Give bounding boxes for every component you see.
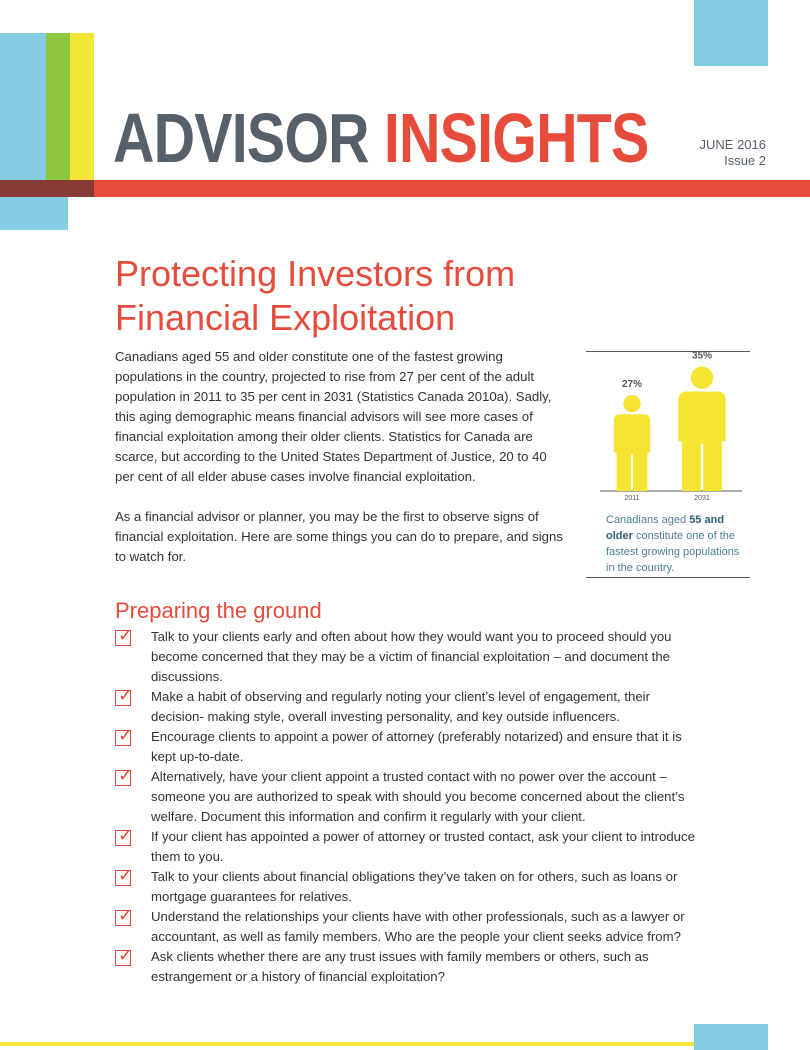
checklist-item-text: Make a habit of observing and regularly noting your client’s level of engagement, their decision- making style, overall investing personality, and key outside influencers. (151, 689, 650, 724)
checkbox-icon: ✓ (115, 770, 131, 786)
checklist (115, 627, 705, 987)
checklist-item-text: Alternatively, have your client appoint a trusted contact with no power over the account – someone you are authorized to speak with should you become concerned about the client’s welfare. Document this information and confirm it regularly with your client. (151, 769, 685, 824)
checklist-item (115, 827, 705, 867)
footer-yellow-stripe (0, 1042, 694, 1046)
header-red-bar-overlap (0, 180, 94, 197)
chart-category-label: 2011 (624, 495, 640, 502)
decorative-blue-footer-block (694, 1024, 768, 1050)
issue-number: Issue 2 (724, 153, 766, 168)
checklist-item (115, 627, 705, 687)
checklist-item-text: Understand the relationships your clients have with other professionals, such as a lawyer or accountant, as well as family members. Who are the people your client seeks advice from? (151, 909, 685, 944)
caption-pre: Canadians aged (606, 514, 690, 526)
checklist-item-text: If your client has appointed a power of attorney or trusted contact, ask your client to introduce them to you. (151, 829, 695, 864)
issue-date: JUNE 2016 (699, 137, 766, 152)
article-title-line1: Protecting Investors from (115, 253, 516, 294)
chart-category-label: 2031 (694, 495, 710, 502)
checkbox-icon: ✓ (115, 870, 131, 886)
decorative-green-stripe (46, 33, 70, 183)
masthead (113, 98, 648, 178)
intro-paragraph: As a financial advisor or planner, you may be the first to observe signs of financial exploitation. Here are some things you can do to prepare, and signs to watch for. (115, 509, 563, 564)
population-chart (586, 351, 750, 511)
checklist-item (115, 907, 705, 947)
chart-value-label: 27% (621, 379, 643, 390)
sidebar-caption (606, 512, 746, 576)
caption-post: constitute one of the fastest growing populations in the country. (606, 530, 740, 574)
checklist-item (115, 727, 705, 767)
header-red-bar (0, 180, 810, 197)
checklist-item (115, 867, 705, 907)
checklist-item (115, 947, 705, 987)
checkbox-icon: ✓ (115, 730, 131, 746)
section-title: Preparing the ground (115, 598, 322, 623)
sidebar-bottom-rule (586, 577, 750, 578)
checklist-item-text: Talk to your clients early and often about how they would want you to proceed should you become concerned that they may be a victim of financial exploitation – and document the discussions. (151, 629, 672, 684)
checklist-item-text: Encourage clients to appoint a power of attorney (preferably notarized) and ensure that it is kept up-to-date. (151, 729, 682, 764)
decorative-blue-corner (694, 0, 768, 66)
checklist-item (115, 687, 705, 727)
checkbox-icon: ✓ (115, 630, 131, 646)
masthead-advisor: ADVISOR (113, 99, 369, 177)
chart-value-label: 35% (691, 351, 713, 362)
article-intro (115, 347, 565, 587)
chart-bar-person-2031 (678, 367, 725, 491)
decorative-yellow-stripe (70, 33, 94, 183)
checklist-item-text: Ask clients whether there are any trust issues with family members or others, such as estrangement or a history of financial exploitation? (151, 949, 649, 984)
checkbox-icon: ✓ (115, 950, 131, 966)
checkbox-icon: ✓ (115, 690, 131, 706)
checklist-item-text: Talk to your clients about financial obligations they’ve taken on for others, such as loans or mortgage guarantees for relatives. (151, 869, 678, 904)
chart-bar-person-2011 (614, 395, 650, 491)
checkbox-icon: ✓ (115, 910, 131, 926)
masthead-insights: INSIGHTS (383, 99, 649, 177)
caption-bold: 55 and older (606, 514, 725, 542)
checkbox-icon: ✓ (115, 830, 131, 846)
checklist-item (115, 767, 705, 827)
intro-paragraph: Canadians aged 55 and older constitute one of the fastest growing populations in the country, projected to rise from 27 per cent of the adult population in 2011 to 35 per cent in 2031 (Statistics Canada 2010a). Sadly, this aging demographic means financial advisors will see more cases of financial exploitation among their older clients. Statistics for Canada are scarce, but according to the United States Department of Justice, 20 to 40 per cent of all elder abuse cases involve financial exploitation. (115, 349, 552, 484)
article-title-line2: Financial Exploitation (115, 297, 456, 338)
issue-info (660, 137, 766, 169)
article-title (115, 252, 635, 340)
